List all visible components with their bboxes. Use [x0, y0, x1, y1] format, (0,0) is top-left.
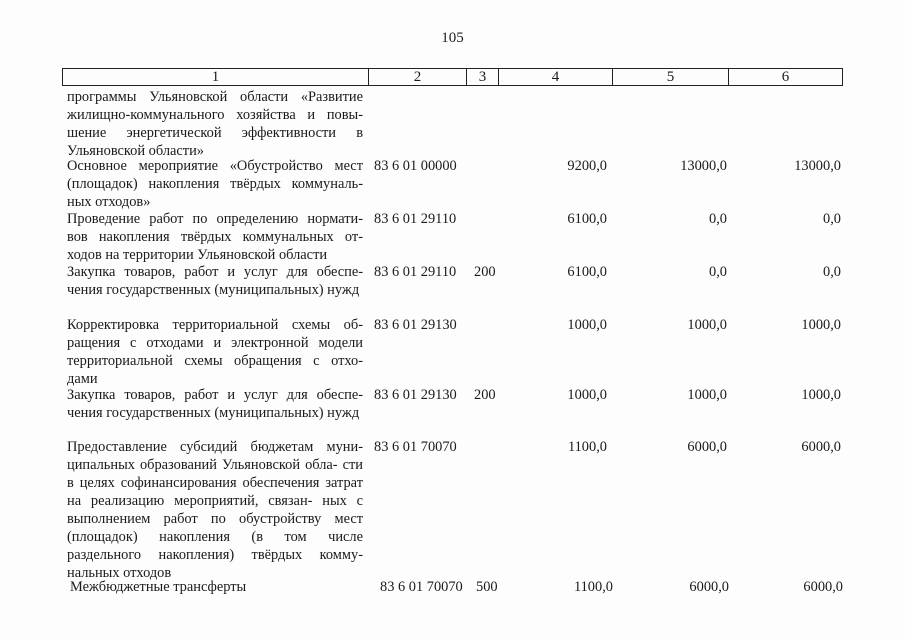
row-value-col4: 1100,0 — [573, 579, 613, 595]
column-header-1: 1 — [63, 69, 369, 86]
row-expense-type: 200 — [474, 387, 496, 403]
page-number: 105 — [441, 30, 464, 46]
row-value-col4: 6100,0 — [567, 264, 607, 280]
row-value-col4: 1100,0 — [567, 439, 607, 455]
row-name: Закупка товаров, работ и услуг для обеспе- чения государственных (муниципальных) нужд — [67, 264, 363, 298]
row-name: Межбюджетные трансферты — [70, 579, 247, 595]
row-value-col5: 6000,0 — [687, 439, 727, 455]
row-value-col4: 1000,0 — [567, 387, 607, 403]
row-value-col6: 13000,0 — [794, 158, 841, 174]
row-target-code: 83 6 01 29110 — [374, 264, 457, 280]
row-name: Корректировка территориальной схемы об- ращения с отходами и электронной модели территориальной схемы обращения с отхо- дами — [67, 317, 363, 387]
column-header-3: 3 — [467, 69, 499, 86]
row-name: Проведение работ по определению нормати- вов накопления твёрдых коммунальных от- ходов на территории Ульяновской области — [67, 211, 363, 263]
row-expense-type: 200 — [474, 264, 496, 280]
row-value-col4: 1000,0 — [567, 317, 607, 333]
row-value-col6: 1000,0 — [801, 387, 841, 403]
column-header-5: 5 — [613, 69, 729, 86]
row-name: Предоставление субсидий бюджетам муни- ципальных образований Ульяновской обла- сти в целях софинансирования обеспечения затрат на реализацию мероприятий, связан- ных с выполнением работ по обустройству мест (площадок) накопления (в том числе раздельного накопления) твёрдых комму- нальных отходов — [67, 439, 363, 581]
row-target-code: 83 6 01 70070 — [380, 579, 463, 595]
row-value-col5: 13000,0 — [680, 158, 727, 174]
row-name: Основное мероприятие «Обустройство мест (площадок) накопления твёрдых коммуналь- ных отходов» — [67, 158, 363, 210]
column-header-2: 2 — [369, 69, 467, 86]
row-value-col6: 1000,0 — [801, 317, 841, 333]
row-value-col4: 9200,0 — [567, 158, 607, 174]
row-value-col4: 6100,0 — [567, 211, 607, 227]
row-value-col5: 0,0 — [709, 264, 727, 280]
row-target-code: 83 6 01 29110 — [374, 211, 457, 227]
row-target-code: 83 6 01 29130 — [374, 317, 457, 333]
row-value-col5: 1000,0 — [687, 387, 727, 403]
row-value-col6: 0,0 — [823, 211, 841, 227]
row-name: Закупка товаров, работ и услуг для обеспе- чения государственных (муниципальных) нужд — [67, 387, 363, 421]
row-expense-type: 500 — [476, 579, 498, 595]
row-value-col5: 6000,0 — [689, 579, 729, 595]
row-value-col5: 0,0 — [709, 211, 727, 227]
row-value-col5: 1000,0 — [687, 317, 727, 333]
row-target-code: 83 6 01 29130 — [374, 387, 457, 403]
row-value-col6: 0,0 — [823, 264, 841, 280]
row-value-col6: 6000,0 — [803, 579, 843, 595]
row-name: программы Ульяновской области «Развитие жилищно-коммунального хозяйства и повы- шение энергетической эффективности в Ульяновской области» — [67, 89, 363, 159]
column-header-4: 4 — [499, 69, 613, 86]
column-header-6: 6 — [729, 69, 843, 86]
row-target-code: 83 6 01 00000 — [374, 158, 457, 174]
column-header-row — [62, 68, 843, 86]
row-value-col6: 6000,0 — [801, 439, 841, 455]
row-target-code: 83 6 01 70070 — [374, 439, 457, 455]
